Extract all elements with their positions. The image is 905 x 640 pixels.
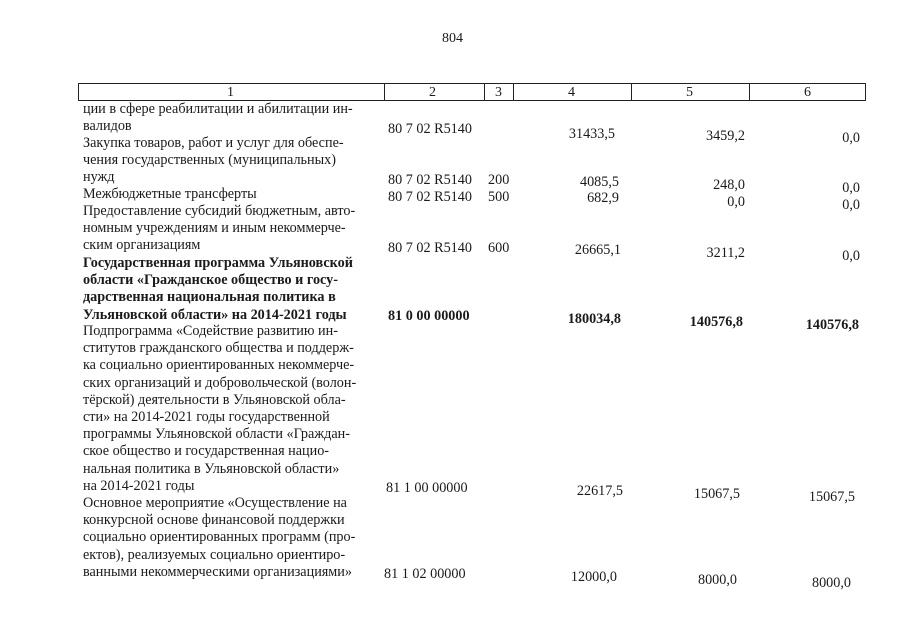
row-6-code: 81 1 00 00000 bbox=[386, 480, 468, 496]
row-1-value-col6: 0,0 bbox=[842, 130, 860, 146]
row-7-value-col5: 8000,0 bbox=[697, 572, 737, 588]
row-6-value-col5: 15067,5 bbox=[693, 486, 740, 502]
row-6-value-col6: 15067,5 bbox=[808, 489, 855, 505]
header-col-3: 3 bbox=[484, 83, 514, 101]
row-7-value-col6: 8000,0 bbox=[811, 575, 851, 591]
row-desc-main-activity: Основное мероприятие «Осуществление на конкурсной основе финансовой поддержки социально ориентированных программ (про- ектов), реализуемых социально ориентиро- ванными некоммерческими организациями» bbox=[83, 495, 356, 580]
row-4-value-col5: 3211,2 bbox=[706, 245, 745, 261]
row-desc-interbudget-transfers: Межбюджетные трансферты bbox=[83, 186, 257, 202]
row-2-value-col4: 4085,5 bbox=[579, 174, 619, 190]
row-5-value-col6: 140576,8 bbox=[805, 317, 859, 333]
row-desc-subprogram: Подпрограмма «Содействие развитию ин- ститутов гражданского общества и поддерж- ка социально ориентированных некоммерче- ских организаций и добровольческой (волон- тёрской) деятельности в Ульяновской обла- сти» на 2014-2021 годы государственной программы Ульяновской области «Граждан- ское общество и государственная нацио- нальная политика в Ульяновской области» на 2014-2021 годы bbox=[83, 323, 357, 494]
row-4-value-col6: 0,0 bbox=[842, 248, 860, 264]
row-3-vr: 500 bbox=[488, 189, 510, 205]
page-number: 804 bbox=[442, 31, 463, 46]
row-3-value-col4: 682,9 bbox=[587, 190, 619, 206]
row-desc-procurement: Закупка товаров, работ и услуг для обеспе- чения государственных (муниципальных) нужд bbox=[83, 135, 344, 186]
row-1-value-col5: 3459,2 bbox=[705, 128, 745, 144]
row-desc-state-program: Государственная программа Ульяновской области «Гражданское общество и госу- дарственная национальная политика в Ульяновской области» на 2014-2021 годы bbox=[83, 255, 353, 323]
header-col-6: 6 bbox=[749, 83, 866, 101]
header-col-4: 4 bbox=[513, 83, 632, 101]
row-4-code: 80 7 02 R5140 bbox=[388, 240, 472, 256]
row-5-value-col4: 180034,8 bbox=[567, 311, 621, 327]
row-2-value-col5: 248,0 bbox=[713, 177, 745, 193]
row-2-vr: 200 bbox=[488, 172, 510, 188]
row-4-vr: 600 bbox=[488, 240, 510, 256]
row-5-code: 81 0 00 00000 bbox=[388, 308, 470, 324]
header-col-2: 2 bbox=[384, 83, 485, 101]
row-desc-subsidies: Предоставление субсидий бюджетным, авто- номным учреждениям и иным некоммерче- ским организациям bbox=[83, 203, 356, 254]
row-5-value-col5: 140576,8 bbox=[689, 314, 743, 330]
row-desc-continuation: ции в сфере реабилитации и абилитации ин- валидов bbox=[83, 101, 353, 135]
row-7-value-col4: 12000,0 bbox=[570, 569, 617, 585]
row-1-value-col4: 31433,5 bbox=[568, 126, 615, 142]
header-col-1: 1 bbox=[78, 83, 385, 101]
row-6-value-col4: 22617,5 bbox=[576, 483, 623, 499]
row-3-code: 80 7 02 R5140 bbox=[388, 189, 472, 205]
row-4-value-col4: 26665,1 bbox=[574, 242, 621, 258]
header-col-5: 5 bbox=[631, 83, 750, 101]
row-2-code: 80 7 02 R5140 bbox=[388, 172, 472, 188]
row-2-value-col6: 0,0 bbox=[842, 180, 860, 196]
row-7-code: 81 1 02 00000 bbox=[384, 566, 466, 582]
row-3-value-col5: 0,0 bbox=[727, 194, 745, 210]
row-1-code: 80 7 02 R5140 bbox=[388, 121, 472, 137]
row-3-value-col6: 0,0 bbox=[842, 197, 860, 213]
